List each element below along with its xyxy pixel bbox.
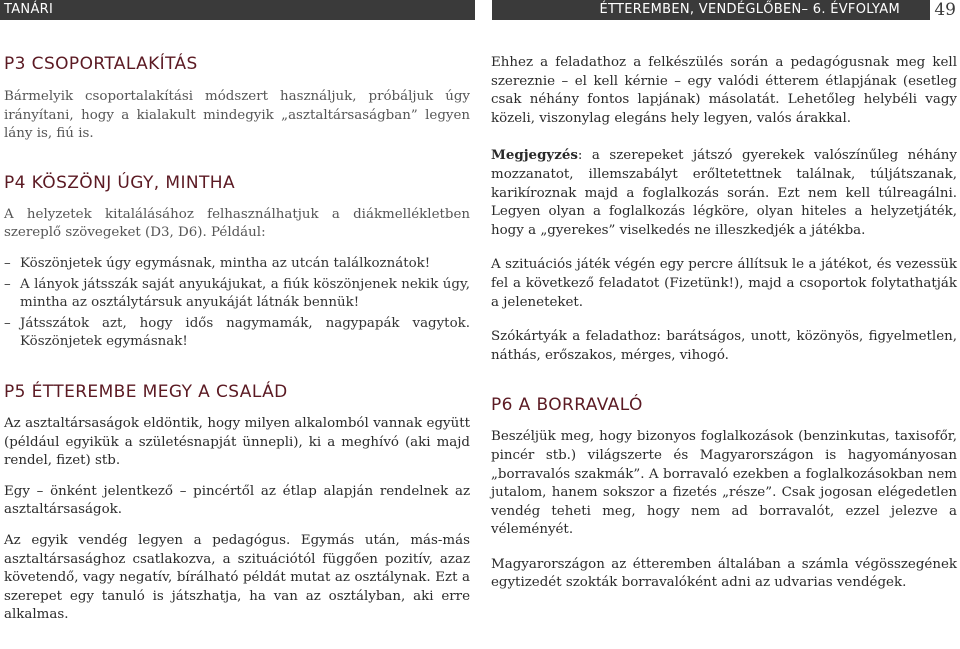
- p5-title: P5 ÉTTEREMBE MEGY A CSALÁD: [4, 381, 288, 402]
- right-column: [491, 54, 957, 593]
- left-column: [4, 54, 470, 625]
- intro-text: Ehhez a feladathoz a felkészülés során a pedagógusnak meg kell szereznie – el kell kérnie – egy valódi étterem étlapjának (esetleg csak néhány fontos lapjának) másolatát. Lehetőleg helybéli vagy közeli, viszonylag elegáns hely legyen, valós árakkal.: [491, 55, 957, 126]
- p3-title: P3 CSOPORTALAKÍTÁS: [4, 54, 198, 74]
- note-paragraph: [491, 146, 957, 240]
- word-cards-text: Szókártyák a feladathoz: barátságos, unott, közönyös, figyelmetlen, náthás, erőszakos, mérges, vihogó.: [491, 329, 957, 363]
- note-text: : a szerepeket játszó gyerekek valószínűleg néhány mozzanatot, illemszabályt erőltetettnek találnak, túljátszanak, karikíroznak majd a foglalkozás során. Ezt nem kell túlreagálni. Legyen olyan a foglalkozás légköre, olyan hiteles a helyzetjáték, hogy a „gyerekes” viselkedés ne illeszkedjék a játékba.: [491, 148, 957, 238]
- p5-text-1: Az asztaltársaságok eldöntik, hogy milyen alkalomból vannak együtt (például egyikük a születésnapját ünnepli), ki a meghívó (aki majd rendel, fizet) stb.: [4, 415, 470, 469]
- p4-list-item: – Játsszátok azt, hogy idős nagymamák, nagypapák vagytok. Köszönjetek egymásnak!: [4, 315, 470, 352]
- page-number: 49: [934, 0, 956, 20]
- p4-list-item: – Köszönjetek úgy egymásnak, mintha az utcán találkoznátok!: [4, 255, 470, 274]
- header-right-title: ÉTTEREMBEN, VENDÉGLŐBEN– 6. ÉVFOLYAM: [599, 2, 900, 17]
- p5-text-2: Egy – önként jelentkező – pincértől az étlap alapján rendelnek az asztaltársaságok.: [4, 483, 470, 518]
- stop-text: A szituációs játék végén egy percre állítsuk le a játékot, és vezessük fel a következő feladatot (Fizetünk!), majd a csoportok folytathatják a jeleneteket.: [491, 257, 957, 310]
- p6-title: P6 A BORRAVALÓ: [491, 395, 643, 416]
- p6-text-2: Magyarországon az étteremben általában a számla végösszegének egytizedét szokták borravalóként adni az udvarias vendégek.: [491, 556, 957, 591]
- p4-list: [4, 255, 470, 352]
- p6-text-1: Beszéljük meg, hogy bizonyos foglalkozások (benzinkutas, taxisofőr, pincér stb.) világszerte és Magyarországon is hagyományosan „borravalós szakmák”. A borravaló ezekben a foglalkozásokban nem jutalom, hanem sokszor a fizetés „része”. Csak jogosan elégedetlen vendég teheti meg, hogy nem ad borravalót, ezzel jelezve a véleményét.: [491, 429, 957, 538]
- p4-title: P4 KÖSZÖNJ ÚGY, MINTHA: [4, 172, 235, 193]
- p4-list-item: – A lányok játsszák saját anyukájukat, a fiúk köszönjenek nekik úgy, mintha az osztálytársuk anyukáját látnák bennük!: [4, 276, 470, 313]
- header-left-title: TANÁRI: [4, 2, 54, 17]
- p5-text-3: Az egyik vendég legyen a pedagógus. Egymás után, más-más asztaltársasághoz csatlakozva, a szituációtól függően pozitív, azaz követendő, vagy negatív, bírálható példát mutat az osztálynak. Ezt a szerepet egy tanuló is játszhatja, ha van az osztályban, aki erre alkalmas.: [4, 532, 470, 623]
- p3-text: Bármelyik csoportalakítási módszert használjuk, próbáljuk úgy irányítani, hogy a kialakult mindegyik „asztaltársaságban” legyen lány is, fiú is.: [4, 89, 470, 142]
- header-right-bar: [492, 0, 930, 20]
- p4-text: A helyzetek kitalálásához felhasználhatjuk a diákmellékletben szereplő szövegeket (D3, D6). Például:: [4, 206, 470, 241]
- header-left-bar: [0, 0, 475, 20]
- note-label: Megjegyzés: [491, 147, 578, 164]
- page-header: [0, 0, 960, 20]
